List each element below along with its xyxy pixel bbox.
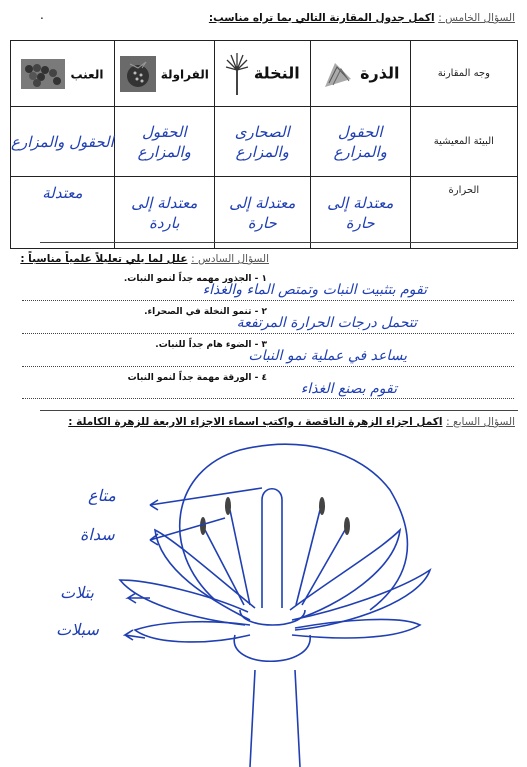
page-marker: .	[40, 8, 44, 22]
arrow-stamen	[150, 518, 225, 545]
arrow-petals	[128, 593, 150, 603]
q6-item-3-line	[22, 365, 514, 367]
plant-palm-name: النخلة	[253, 63, 300, 82]
q6-item-1-answer: تقوم بتثبيت النبات وتمتص الماء والغذاء	[202, 282, 427, 298]
q6-instruction: علل لما يلي تعليلاً علمياً مناسباً :	[20, 253, 188, 265]
answer-palm-temperature: معتدلة إلى حارة	[214, 177, 310, 249]
row-habitat-label: البيئة المعيشية	[410, 107, 517, 177]
corn-image	[321, 59, 355, 89]
q6-item-3-prompt: ٣ - الضوء هام جداً للنبات.	[155, 340, 267, 350]
comparison-table	[10, 40, 518, 249]
arrow-sepals	[125, 630, 145, 640]
q6-item-4-prompt: ٤ - الورقة مهمة جداً لنمو النبات	[127, 373, 267, 383]
grape-image	[21, 59, 65, 89]
answer-corn-habitat: الحقول والمزارع	[310, 107, 410, 177]
pistil	[262, 489, 282, 608]
section-divider-2	[40, 410, 518, 411]
q6-item-1-prompt: ١ - الجذور مهمه جداً لنمو النبات.	[123, 274, 267, 284]
q5-instruction: اكمل جدول المقارنة التالي بما تراه مناسب:	[208, 12, 435, 24]
q6-item-2-answer: تتحمل درجات الحرارة المرتفعة	[236, 315, 417, 331]
answer-strawberry-temperature: معتدلة إلى باردة	[114, 177, 214, 249]
q6-item-1-line	[22, 299, 514, 301]
label-sepals: سبلات	[56, 620, 99, 639]
answer-strawberry-habitat: الحقول والمزارع	[114, 107, 214, 177]
label-stamen: سداة	[80, 525, 115, 544]
label-petals: بتلات	[60, 583, 94, 602]
label-pistil: متاع	[88, 486, 116, 505]
flower-outline	[180, 444, 408, 610]
plant-grape-name: العنب	[70, 67, 104, 81]
plant-corn-name: الذرة	[360, 63, 400, 82]
strawberry-image	[120, 56, 156, 92]
stem	[250, 670, 300, 767]
plant-palm-cell	[214, 41, 310, 107]
table-row-habitat	[11, 107, 518, 177]
q6-item-2-line	[22, 332, 514, 334]
q6-item-4-line	[22, 397, 514, 399]
q7-instruction: اكمل اجزاء الزهرة الناقصة ، واكتب اسماء الاجزاء الاربعة للزهرة الكاملة :	[68, 416, 443, 428]
section-divider-1	[40, 242, 518, 243]
answer-grape-habitat: الحقول والمزارع	[11, 107, 115, 177]
header-corner: وجه المقارنة	[410, 41, 517, 107]
table-header-row	[11, 41, 518, 107]
q6-title	[20, 253, 269, 265]
palm-image	[225, 52, 249, 96]
receptacle	[234, 635, 310, 661]
stamen-4	[302, 530, 345, 605]
q6-item-4-answer: تقوم بصنع الغذاء	[300, 381, 397, 397]
q6-item-3-answer: يساعد في عملية نمو النبات	[248, 348, 407, 364]
receptacle-top	[240, 610, 305, 625]
plant-corn-cell	[310, 41, 410, 107]
answer-palm-habitat: الصحارى والمزارع	[214, 107, 310, 177]
plant-strawberry-name: الفراولة	[160, 67, 209, 81]
petal-left-1	[155, 530, 255, 620]
plant-grape-cell	[11, 41, 115, 107]
q7-label: السؤال السابع :	[446, 416, 515, 428]
q5-title	[209, 12, 515, 24]
q7-title	[68, 416, 515, 428]
table-row-temperature	[11, 177, 518, 249]
answer-grape-temperature: معتدلة	[11, 177, 115, 249]
row-temperature-label: الحرارة	[410, 177, 517, 249]
q6-item-2-prompt: ٢ - تنمو النخلة في الصحراء.	[144, 307, 267, 317]
answer-corn-temperature: معتدلة إلى حارة	[310, 177, 410, 249]
sepal-left	[135, 622, 250, 642]
stamen-3	[205, 530, 244, 605]
q5-label: السؤال الخامس :	[438, 12, 515, 24]
q6-label: السؤال السادس :	[191, 253, 269, 265]
arrow-pistil	[150, 488, 262, 510]
plant-strawberry-cell	[114, 41, 214, 107]
